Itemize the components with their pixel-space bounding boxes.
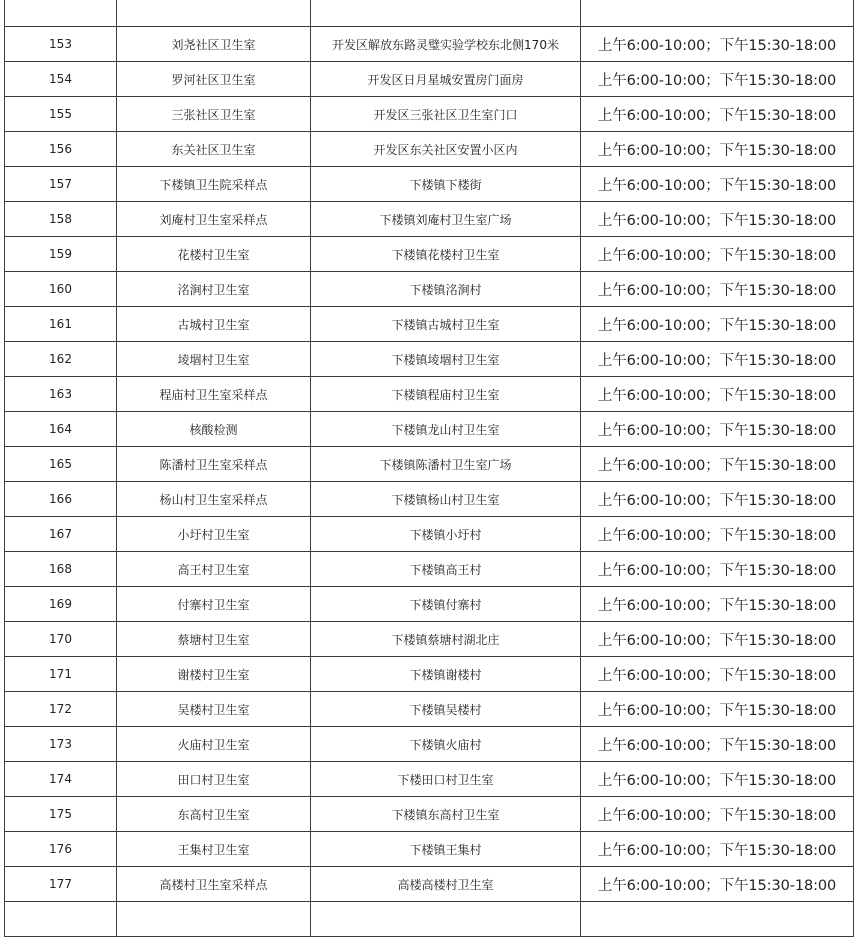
table-row (5, 447, 854, 482)
table-row (5, 727, 854, 762)
site-name-cell: 谢楼村卫生室 (117, 657, 311, 692)
site-name-cell: 三张社区卫生室 (117, 97, 311, 132)
table-row-bottom-partial (5, 902, 854, 937)
table-row (5, 832, 854, 867)
table-row (5, 412, 854, 447)
hours-cell (581, 0, 854, 27)
row-number-cell (5, 0, 117, 27)
address-cell: 下楼镇吴楼村 (311, 692, 581, 727)
hours-cell: 上午6:00-10:00；下午15:30-18:00 (581, 762, 854, 797)
hours-cell: 上午6:00-10:00；下午15:30-18:00 (581, 797, 854, 832)
hours-cell: 上午6:00-10:00；下午15:30-18:00 (581, 307, 854, 342)
hours-cell: 上午6:00-10:00；下午15:30-18:00 (581, 132, 854, 167)
address-cell: 开发区日月星城安置房门面房 (311, 62, 581, 97)
hours-cell: 上午6:00-10:00；下午15:30-18:00 (581, 377, 854, 412)
row-number-cell: 159 (5, 237, 117, 272)
hours-cell: 上午6:00-10:00；下午15:30-18:00 (581, 342, 854, 377)
address-cell: 下楼镇谢楼村 (311, 657, 581, 692)
table-row (5, 622, 854, 657)
hours-cell: 上午6:00-10:00；下午15:30-18:00 (581, 552, 854, 587)
address-cell (311, 0, 581, 27)
row-number-cell: 169 (5, 587, 117, 622)
site-name-cell: 罗河社区卫生室 (117, 62, 311, 97)
table-row (5, 692, 854, 727)
row-number-cell: 166 (5, 482, 117, 517)
row-number-cell: 164 (5, 412, 117, 447)
row-number-cell: 154 (5, 62, 117, 97)
site-name-cell: 付寨村卫生室 (117, 587, 311, 622)
address-cell: 下楼镇古城村卫生室 (311, 307, 581, 342)
address-cell: 下楼镇龙山村卫生室 (311, 412, 581, 447)
site-name-cell: 小圩村卫生室 (117, 517, 311, 552)
table-row (5, 482, 854, 517)
row-number-cell: 153 (5, 27, 117, 62)
hours-cell: 上午6:00-10:00；下午15:30-18:00 (581, 622, 854, 657)
site-name-cell: 程庙村卫生室采样点 (117, 377, 311, 412)
table-row (5, 62, 854, 97)
site-name-cell: 蔡塘村卫生室 (117, 622, 311, 657)
row-number-cell: 170 (5, 622, 117, 657)
table-body (5, 0, 854, 937)
hours-cell: 上午6:00-10:00；下午15:30-18:00 (581, 692, 854, 727)
table-row (5, 27, 854, 62)
row-number-cell: 174 (5, 762, 117, 797)
table-row (5, 377, 854, 412)
address-cell: 下楼镇下楼街 (311, 167, 581, 202)
hours-cell: 上午6:00-10:00；下午15:30-18:00 (581, 832, 854, 867)
address-cell: 开发区解放东路灵璧实验学校东北侧170米 (311, 27, 581, 62)
row-number-cell: 176 (5, 832, 117, 867)
table-row (5, 167, 854, 202)
hours-cell: 上午6:00-10:00；下午15:30-18:00 (581, 412, 854, 447)
site-name-cell: 花楼村卫生室 (117, 237, 311, 272)
site-name-cell: 古城村卫生室 (117, 307, 311, 342)
hours-cell: 上午6:00-10:00；下午15:30-18:00 (581, 482, 854, 517)
hours-cell: 上午6:00-10:00；下午15:30-18:00 (581, 587, 854, 622)
site-name-cell: 吴楼村卫生室 (117, 692, 311, 727)
address-cell: 下楼镇小圩村 (311, 517, 581, 552)
site-name-cell: 田口村卫生室 (117, 762, 311, 797)
hours-cell: 上午6:00-10:00；下午15:30-18:00 (581, 62, 854, 97)
row-number-cell: 157 (5, 167, 117, 202)
table-row (5, 797, 854, 832)
table-row (5, 307, 854, 342)
address-cell: 开发区三张社区卫生室门口 (311, 97, 581, 132)
row-number-cell: 158 (5, 202, 117, 237)
site-name-cell: 东关社区卫生室 (117, 132, 311, 167)
row-number-cell: 155 (5, 97, 117, 132)
hours-cell: 上午6:00-10:00；下午15:30-18:00 (581, 27, 854, 62)
row-number-cell: 175 (5, 797, 117, 832)
address-cell: 下楼镇东高村卫生室 (311, 797, 581, 832)
table-row (5, 202, 854, 237)
table-row (5, 342, 854, 377)
table-row (5, 272, 854, 307)
site-name-cell (117, 902, 311, 937)
address-cell: 下楼镇刘庵村卫生室广场 (311, 202, 581, 237)
address-cell: 下楼田口村卫生室 (311, 762, 581, 797)
site-name-cell: 刘庵村卫生室采样点 (117, 202, 311, 237)
site-name-cell: 陈潘村卫生室采样点 (117, 447, 311, 482)
hours-cell: 上午6:00-10:00；下午15:30-18:00 (581, 237, 854, 272)
hours-cell: 上午6:00-10:00；下午15:30-18:00 (581, 202, 854, 237)
site-name-cell: 高楼村卫生室采样点 (117, 867, 311, 902)
row-number-cell: 171 (5, 657, 117, 692)
site-name-cell: 下楼镇卫生院采样点 (117, 167, 311, 202)
row-number-cell: 168 (5, 552, 117, 587)
address-cell: 下楼镇杨山村卫生室 (311, 482, 581, 517)
hours-cell: 上午6:00-10:00；下午15:30-18:00 (581, 167, 854, 202)
hours-cell: 上午6:00-10:00；下午15:30-18:00 (581, 272, 854, 307)
address-cell: 高楼高楼村卫生室 (311, 867, 581, 902)
hours-cell (581, 902, 854, 937)
hours-cell: 上午6:00-10:00；下午15:30-18:00 (581, 517, 854, 552)
site-name-cell: 洺涧村卫生室 (117, 272, 311, 307)
hours-cell: 上午6:00-10:00；下午15:30-18:00 (581, 867, 854, 902)
address-cell: 下楼镇王集村 (311, 832, 581, 867)
table-row (5, 237, 854, 272)
table-row (5, 762, 854, 797)
site-name-cell (117, 0, 311, 27)
hours-cell: 上午6:00-10:00；下午15:30-18:00 (581, 657, 854, 692)
hours-cell: 上午6:00-10:00；下午15:30-18:00 (581, 727, 854, 762)
row-number-cell: 167 (5, 517, 117, 552)
site-name-cell: 刘尧社区卫生室 (117, 27, 311, 62)
site-name-cell: 核酸检测 (117, 412, 311, 447)
row-number-cell: 161 (5, 307, 117, 342)
row-number-cell: 160 (5, 272, 117, 307)
table-row (5, 97, 854, 132)
hours-cell: 上午6:00-10:00；下午15:30-18:00 (581, 97, 854, 132)
address-cell: 下楼镇蔡塘村湖北庄 (311, 622, 581, 657)
site-name-cell: 火庙村卫生室 (117, 727, 311, 762)
row-number-cell: 173 (5, 727, 117, 762)
table-row (5, 657, 854, 692)
address-cell: 下楼镇花楼村卫生室 (311, 237, 581, 272)
table-row (5, 552, 854, 587)
table-row (5, 517, 854, 552)
address-cell: 下楼镇堎堌村卫生室 (311, 342, 581, 377)
site-name-cell: 堎堌村卫生室 (117, 342, 311, 377)
address-cell: 下楼镇陈潘村卫生室广场 (311, 447, 581, 482)
row-number-cell: 162 (5, 342, 117, 377)
row-number-cell (5, 902, 117, 937)
address-cell (311, 902, 581, 937)
address-cell: 下楼镇程庙村卫生室 (311, 377, 581, 412)
address-cell: 下楼镇火庙村 (311, 727, 581, 762)
site-name-cell: 王集村卫生室 (117, 832, 311, 867)
row-number-cell: 165 (5, 447, 117, 482)
address-cell: 下楼镇高王村 (311, 552, 581, 587)
testing-sites-table (4, 0, 854, 937)
site-name-cell: 杨山村卫生室采样点 (117, 482, 311, 517)
row-number-cell: 156 (5, 132, 117, 167)
table-row-top-partial (5, 0, 854, 27)
address-cell: 下楼镇付寨村 (311, 587, 581, 622)
table-row (5, 132, 854, 167)
address-cell: 开发区东关社区安置小区内 (311, 132, 581, 167)
site-name-cell: 高王村卫生室 (117, 552, 311, 587)
site-name-cell: 东高村卫生室 (117, 797, 311, 832)
table-row (5, 867, 854, 902)
row-number-cell: 163 (5, 377, 117, 412)
row-number-cell: 177 (5, 867, 117, 902)
hours-cell: 上午6:00-10:00；下午15:30-18:00 (581, 447, 854, 482)
address-cell: 下楼镇洺涧村 (311, 272, 581, 307)
table-row (5, 587, 854, 622)
row-number-cell: 172 (5, 692, 117, 727)
